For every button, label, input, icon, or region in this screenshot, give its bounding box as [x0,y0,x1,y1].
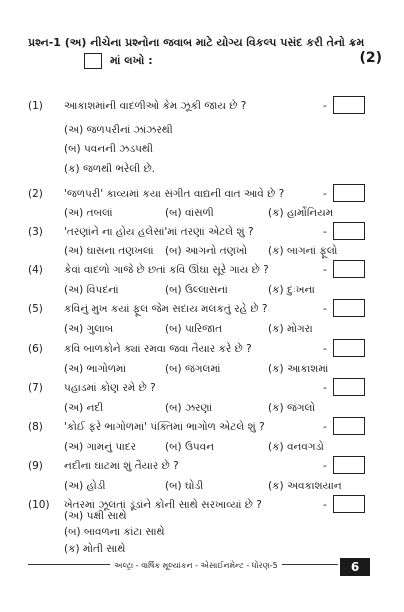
option-b: (બ) પારિજાત [165,323,223,335]
dash: - [323,264,327,276]
question-text: નદીના ઘાટમાં શું તૈયાર છે ? [64,460,179,472]
question-number: (1) [28,100,43,112]
option-a: (અ) ગામનું પાદર [64,441,137,453]
question-text: 'કોઈ ફરે ભાગોળમાં' પંક્તિમાં ભાગોળ એટલે શું ? [64,421,265,433]
question-number: (9) [28,460,43,472]
option-c: (ક) આકાશમાં [268,363,329,375]
option-b: (બ) પવનની ઝડપથી [64,143,153,155]
answer-box[interactable] [333,184,365,202]
option-a: (અ) તબલાં [64,207,113,219]
answer-box[interactable] [333,260,365,278]
question-text: ખેતરમાં ઝૂલતાં ડૂંડાંને કોની સાથે સરખાવ્યાં છે ? [64,499,262,511]
question-text: આકાશમાંની વાદળીઓ કેમ ઝૂકી જાય છે ? [64,100,247,112]
marks-label: (2) [359,50,382,66]
option-c: (ક) અવકાશયાન [268,480,342,492]
answer-box[interactable] [333,417,365,435]
answer-box[interactable] [333,299,365,317]
option-b: (બ) વાંસળી [165,207,214,219]
dash: - [323,343,327,355]
question-heading: પ્રશ્ન-1 (અ) નીચેના પ્રશ્નોના જવાબ માટે યોગ્ય વિકલ્પ પસંદ કરી તેનો ક્રમ [28,36,365,49]
answer-box[interactable] [333,96,365,114]
option-b: (બ) આગનો તણખો [165,245,248,257]
question-text: 'જળપરી' કાવ્યમાં કયા સંગીત વાદ્યની વાત આવે છે ? [64,188,285,200]
answer-box-sample [84,53,102,69]
option-c: (ક) હાર્મોનિયમ [268,207,334,219]
question-number: (4) [28,264,43,276]
question-number: (7) [28,382,43,394]
question-number: (2) [28,188,43,200]
question-text: પહાડમાં કોણ રમે છે ? [64,382,156,394]
dash: - [323,303,327,315]
option-c: (ક) દુઃખના [268,284,315,296]
footer-text: અલ્ટ્રા - વાર્ષિક મૂલ્યાંકન - એસાઈનમેન્ટ - ધોરણ-5 [110,561,282,571]
option-a: (અ) ઘાસના તણખલાં [64,245,154,257]
option-c: (ક) બાગનાં ફૂલો [268,245,338,257]
dash: - [323,188,327,200]
option-b: (બ) ઘોડી [165,480,204,492]
dash: - [323,100,327,112]
option-b: (બ) બાવળના કાંટા સાથે [64,526,165,538]
dash: - [323,460,327,472]
question-text: 'તરણાંને ના હોય હલેસાં'માં તરણાં એટલે શું ? [64,226,254,238]
dash: - [323,226,327,238]
answer-box[interactable] [333,456,365,474]
option-b: (બ) ઉપવન [165,441,215,453]
question-number: (6) [28,343,43,355]
dash: - [323,382,327,394]
answer-box[interactable] [333,222,365,240]
dash: - [323,499,327,511]
answer-box[interactable] [333,378,365,396]
option-a: (અ) પક્ષી સાથે [64,510,127,522]
page-number: 6 [340,558,370,576]
dash: - [323,421,327,433]
question-number: (5) [28,303,43,315]
option-a: (અ) હોડી [64,480,106,492]
question-number: (8) [28,421,43,433]
question-text: કવિનું મુખ કયાં ફૂલ જેમ સદાય મલકતું રહે છે ? [64,303,268,315]
answer-box[interactable] [333,495,365,513]
option-c: (ક) વનવગડો [268,441,324,453]
option-c: (ક) જંગલો [268,402,316,414]
option-a: (અ) ભાગોળમાં [64,363,127,375]
option-c: (ક) જળથી ભરેલી છે. [64,163,156,175]
question-number: (3) [28,226,43,238]
option-a: (અ) જળપરીનાં ઝાંઝરથી [64,124,173,136]
option-b: (બ) ઝરણાં [165,402,213,414]
option-a: (અ) વિપદનાં [64,284,119,296]
question-text: કવિ બાળકોને ક્યાં રમવા જવા તૈયાર કરે છે ? [64,343,252,355]
answer-box[interactable] [333,339,365,357]
option-c: (ક) મોગરા [268,323,313,335]
option-b: (બ) ઉલ્લાસનાં [165,284,228,296]
question-number: (10) [28,499,50,511]
option-b: (બ) જંગલમાં [165,363,221,375]
option-a: (અ) ગુલાબ [64,323,114,335]
question-heading-line2 [84,53,153,69]
option-a: (અ) નદી [64,402,104,414]
heading-instruction: માં લખો : [110,54,153,67]
option-c: (ક) મોતી સાથે [64,543,126,555]
question-text: કેવાં વાદળો ગાજે છે છતાં કવિ ઊંઘા સૂરે ગાય છે ? [64,264,269,276]
